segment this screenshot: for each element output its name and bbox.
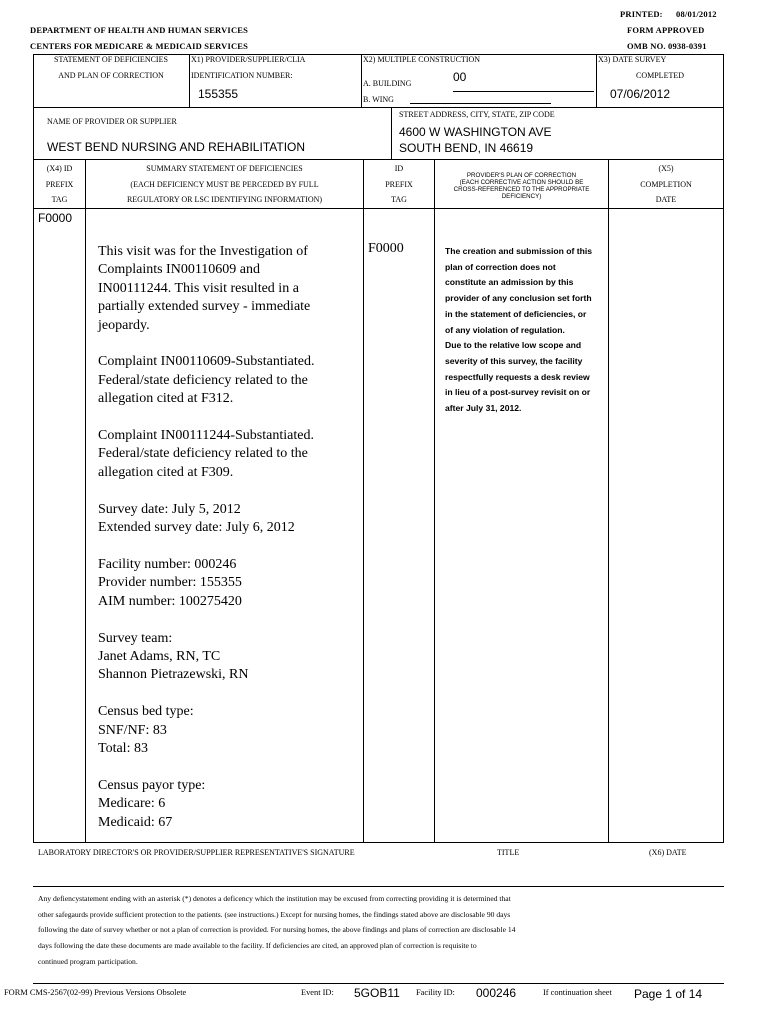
col-x4-id: (X4) ID bbox=[46, 164, 73, 173]
col-id: ID bbox=[394, 164, 404, 173]
footer-divider bbox=[33, 983, 724, 984]
statement-label-line1: STATEMENT OF DEFICIENCIES bbox=[54, 55, 168, 64]
event-id-label: Event ID: bbox=[301, 988, 334, 997]
printed-date: 08/01/2012 bbox=[676, 9, 717, 19]
signature-label: LABORATORY DIRECTOR'S OR PROVIDER/SUPPLIER REPRESENTATIVE'S SIGNATURE bbox=[38, 848, 355, 857]
x2-label: X2) MULTIPLE CONSTRUCTION bbox=[363, 55, 481, 64]
signature-divider bbox=[33, 886, 724, 887]
event-id-value: 5GOB11 bbox=[354, 986, 400, 1000]
printed-label: PRINTED: bbox=[620, 9, 663, 19]
plan-of-correction: The creation and submission of this plan of correction does not constitute an admission by this provider of any conclusion set forth in the statement of deficiencies, or of any violation of regulation. Due to the relative low scope and severity of this survey, the facility respectfully requests a desk review in lieu of a post-survey revisit on or after July 31, 2012. bbox=[445, 246, 593, 414]
centers-name: CENTERS FOR MEDICARE & MEDICAID SERVICES bbox=[30, 41, 249, 51]
col-poc-line2: (EACH CORRECTIVE ACTION SHOULD BE bbox=[459, 179, 584, 186]
title-label: TITLE bbox=[497, 848, 520, 857]
col-x5: (X5) bbox=[658, 164, 674, 173]
col-summary-line1: SUMMARY STATEMENT OF DEFICIENCIES bbox=[146, 164, 303, 173]
facility-id-label: Facility ID: bbox=[416, 988, 455, 997]
statement-label-line2: AND PLAN OF CORRECTION bbox=[58, 71, 164, 80]
col-summary-line2: (EACH DEFICIENCY MUST BE PERCEDED BY FULL bbox=[130, 180, 319, 189]
continuation-label: If continuation sheet bbox=[543, 988, 612, 997]
building-label: A. BUILDING bbox=[363, 79, 412, 88]
deficiency-tag-right: F0000 bbox=[368, 241, 404, 256]
form-number: FORM CMS-2567(02-99) Previous Versions Obsolete bbox=[4, 988, 187, 997]
col-summary-line3: REGULATORY OR LSC IDENTIFYING INFORMATION) bbox=[126, 195, 323, 204]
facility-id-value: 000246 bbox=[476, 986, 517, 1000]
col-x4-tag: TAG bbox=[51, 195, 68, 204]
col-poc-line4: DEFICIENCY) bbox=[501, 193, 542, 200]
address-line1: 4600 W WASHINGTON AVE bbox=[399, 125, 552, 139]
col-poc-line3: CROSS-REFERENCED TO THE APPROPRIATE bbox=[453, 186, 590, 193]
department-name: DEPARTMENT OF HEALTH AND HUMAN SERVICES bbox=[30, 25, 249, 35]
x3-label-line1: X3) DATE SURVEY bbox=[598, 55, 667, 64]
x1-label-line2: IDENTIFICATION NUMBER: bbox=[191, 71, 293, 80]
wing-label: B. WING bbox=[363, 95, 394, 104]
provider-name-value: WEST BEND NURSING AND REHABILITATION bbox=[47, 140, 306, 154]
x1-label-line1: X1) PROVIDER/SUPPLIER/CLIA bbox=[191, 55, 306, 64]
summary-statement: This visit was for the Investigation of Complaints IN00110609 and IN00111244. This visit resulted in a partially extended survey - immediate jeopardy. Complaint IN00110609-Substantiated. Federal/state deficiency related to the allegation cited at F312. Complaint IN00111244-Substantiated. Federal/state deficiency related to the allegation cited at F309. Survey date: July 5, 2012 Extended survey date: July 6, 2012 Facility number: 000246 Provider number: 155355 AIM number: 100275420 Survey team: Janet Adams, RN, TC Shannon Pietrazewski, RN Census bed type: SNF/NF: 83 Total: 83 Census payor type: Medicare: 6 Medicaid: 67 bbox=[98, 244, 315, 830]
survey-date-value: 07/06/2012 bbox=[609, 87, 671, 101]
col-date: DATE bbox=[655, 195, 677, 204]
provider-name-label: NAME OF PROVIDER OR SUPPLIER bbox=[47, 117, 177, 126]
disclosure-notice: Any defiencystatement ending with an asterisk (*) denotes a deficency which the institution may be excused from correcting providing it is determined that other safegaurds provide sufficient protection to the patients. (see instructions.) Except for nursing homes, the findings stated above are disclosable 90 days following the date of survey whether or not a plan of correction is provided. For nursing homes, the above findings and plans of correction are disclosable 14 days following the date these documents are made available to the facility. If deficiencies are cited, an approved plan of correction is requisite to continued program participation. bbox=[38, 894, 516, 966]
provider-number-value: 155355 bbox=[198, 87, 239, 101]
x6-date-label: (X6) DATE bbox=[649, 848, 687, 857]
page-number: Page 1 of 14 bbox=[634, 987, 703, 1001]
address-label: STREET ADDRESS, CITY, STATE, ZIP CODE bbox=[399, 110, 555, 119]
form-approved: FORM APPROVED bbox=[627, 25, 705, 35]
omb-number: OMB NO. 0938-0391 bbox=[627, 41, 707, 51]
building-value: 00 bbox=[453, 70, 467, 84]
col-completion: COMPLETION bbox=[640, 180, 692, 189]
col-prefix: PREFIX bbox=[385, 180, 413, 189]
x3-label-line2: COMPLETED bbox=[636, 71, 684, 80]
address-line2: SOUTH BEND, IN 46619 bbox=[399, 141, 534, 155]
col-x4-prefix: PREFIX bbox=[45, 180, 74, 189]
col-tag: TAG bbox=[391, 195, 407, 204]
deficiency-tag-left: F0000 bbox=[38, 211, 73, 225]
col-poc-line1: PROVIDER'S PLAN OF CORRECTION bbox=[466, 172, 577, 179]
